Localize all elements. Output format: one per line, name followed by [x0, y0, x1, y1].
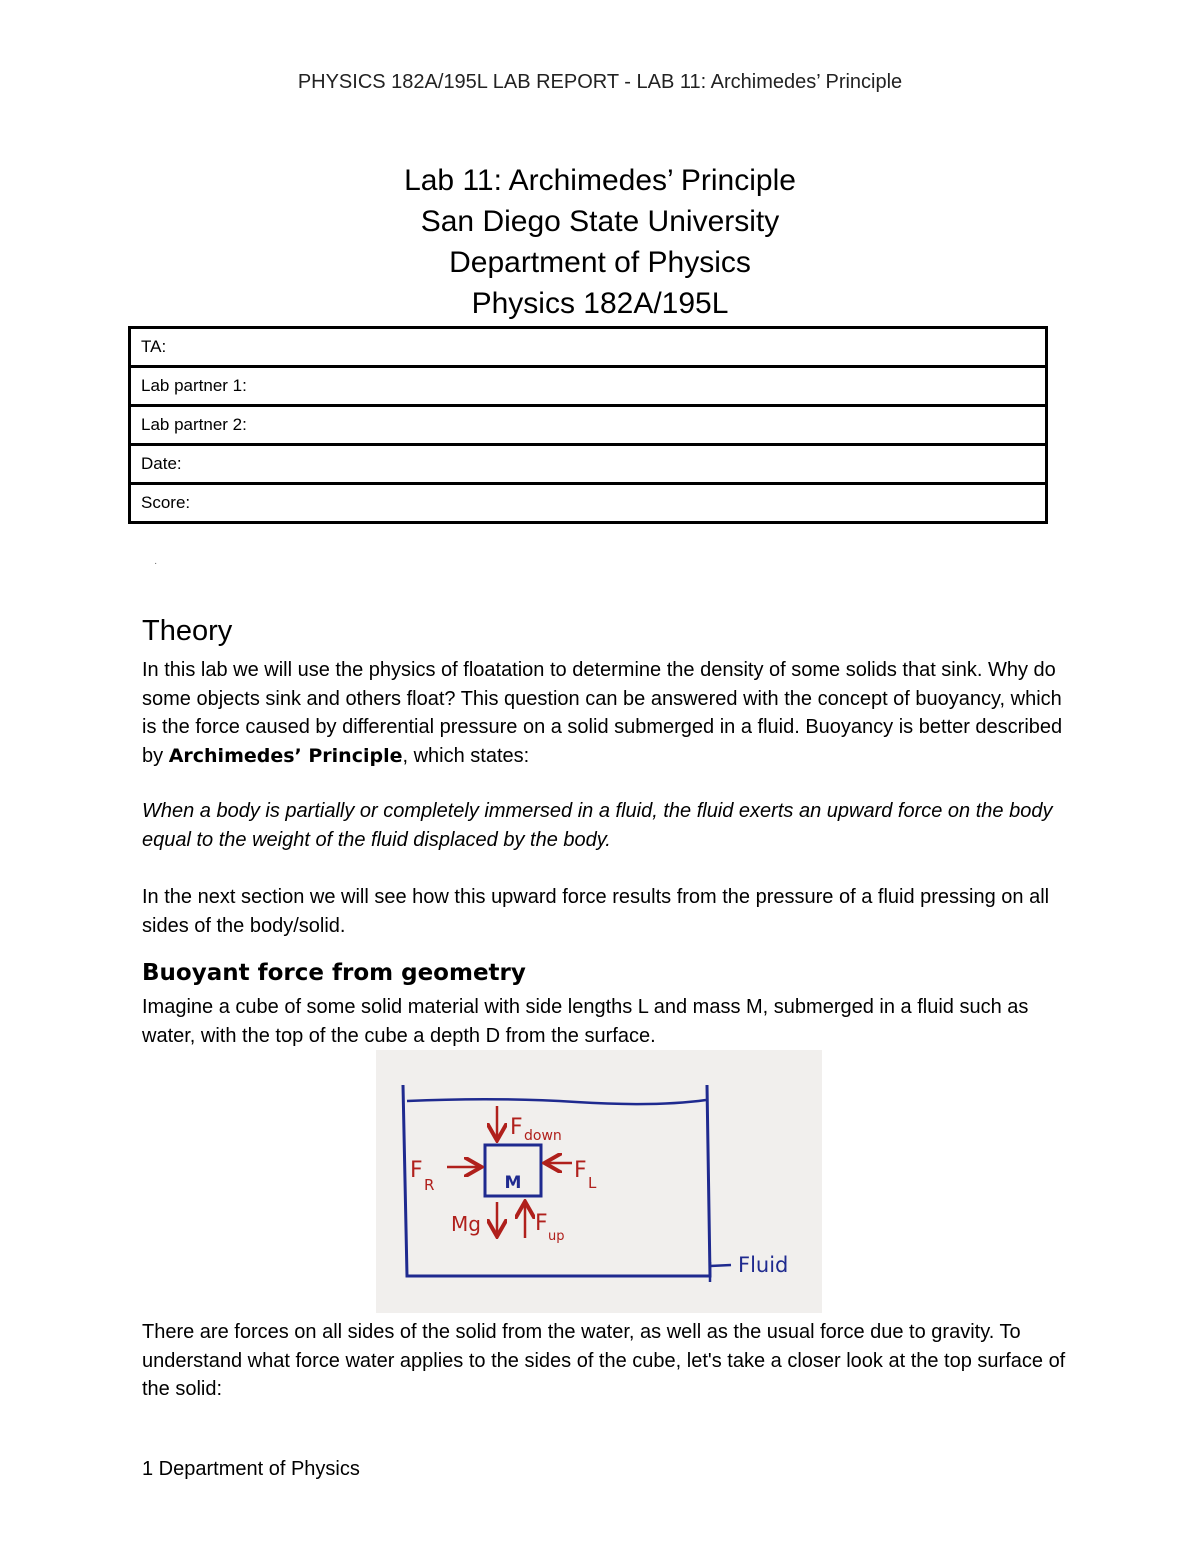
f-down-f: F	[510, 1115, 523, 1140]
f-up-subscript: up	[548, 1229, 565, 1244]
table-row	[130, 445, 1047, 484]
date-field[interactable]: Date:	[130, 445, 1047, 484]
f-r-subscript: R	[424, 1176, 435, 1194]
force-diagram-figure	[376, 1050, 822, 1313]
theory-heading: Theory	[142, 615, 233, 647]
table-row	[130, 406, 1047, 445]
stray-mark: ·	[154, 558, 158, 569]
theory-paragraph	[142, 656, 1072, 770]
info-table	[128, 326, 1048, 524]
table-row	[130, 367, 1047, 406]
fluid-label: Fluid	[738, 1253, 789, 1277]
lab-partner-2-field[interactable]: Lab partner 2:	[130, 406, 1047, 445]
title-block	[0, 160, 1200, 324]
table-row	[130, 328, 1047, 367]
next-section-paragraph: In the next section we will see how this upward force results from the pressure of a fluid pressing on all sides of the body/solid.	[142, 886, 1050, 937]
container-outline	[403, 1085, 710, 1276]
running-header: PHYSICS 182A/195L LAB REPORT - LAB 11: Archimedes’ Principle	[297, 71, 903, 93]
theory-paragraph-text: In this lab we will use the physics of floatation to determine the density of some solids that sink. Why do some objects sink and others float? This question can be answered with the concept of buoyancy, which is the force caused by differential pressure on a solid submerged in a fluid. Buoyancy is better described by	[142, 659, 1063, 767]
cube-description-paragraph: Imagine a cube of some solid material with side lengths L and mass M, submerged in a fluid such as water, with the top of the cube a depth D from the surface.	[142, 996, 1029, 1047]
f-r-f: F	[410, 1158, 423, 1183]
ta-field[interactable]: TA:	[130, 328, 1047, 367]
f-down-subscript: down	[524, 1128, 562, 1144]
f-up-f: F	[535, 1211, 548, 1236]
buoyant-force-heading: Buoyant force from geometry	[142, 960, 526, 986]
table-row	[130, 484, 1047, 523]
lab-partner-1-field[interactable]: Lab partner 1:	[130, 367, 1047, 406]
archimedes-principle-term: Archimedes’ Principle	[168, 744, 403, 767]
mass-label: M	[504, 1173, 522, 1193]
forces-paragraph: There are forces on all sides of the solid from the water, as well as the usual force due to gravity. To understand what force water applies to the sides of the cube, let's take a closer look at the top surface of the solid:	[142, 1321, 1066, 1400]
fluid-surface-line	[407, 1099, 706, 1104]
principle-quote: When a body is partially or completely immersed in a fluid, the fluid exerts an upward force on the body equal to the weight of the fluid displaced by the body.	[142, 800, 1053, 851]
page-footer: 1 Department of Physics	[142, 1458, 360, 1480]
score-field[interactable]: Score:	[130, 484, 1047, 523]
f-l-f: F	[574, 1158, 587, 1183]
course-name: Physics 182A/195L	[471, 287, 729, 320]
mg-label: Mg	[451, 1212, 481, 1236]
fluid-pointer	[710, 1265, 731, 1266]
lab-title: Lab 11: Archimedes’ Principle	[404, 164, 796, 197]
theory-paragraph-tail: , which states:	[402, 744, 530, 767]
force-diagram	[376, 1050, 822, 1313]
f-l-subscript: L	[588, 1174, 597, 1192]
department-name: Department of Physics	[449, 246, 751, 279]
university-name: San Diego State University	[420, 205, 780, 238]
